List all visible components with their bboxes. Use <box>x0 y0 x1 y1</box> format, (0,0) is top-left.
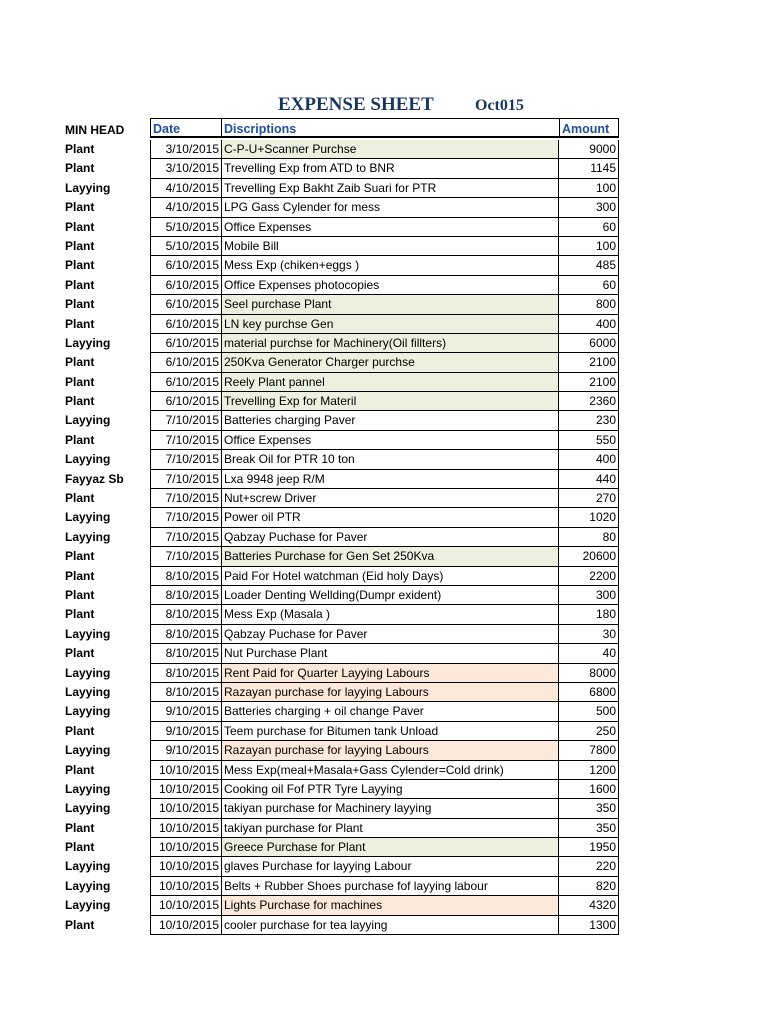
date-cell: 6/10/2015 <box>150 295 222 314</box>
description-cell: Batteries charging + oil change Paver <box>222 702 559 721</box>
min-head-cell: Layying <box>65 704 111 719</box>
date-cell: 6/10/2015 <box>150 315 222 334</box>
min-head-cell: Plant <box>65 161 95 176</box>
min-head-cell: Plant <box>65 607 95 622</box>
date-cell: 8/10/2015 <box>150 605 222 624</box>
table-row <box>0 508 768 527</box>
min-head-cell: Layying <box>65 510 111 525</box>
min-head-cell: Layying <box>65 180 111 195</box>
description-cell: Break Oil for PTR 10 ton <box>222 450 559 469</box>
amount-cell: 2200 <box>559 567 619 586</box>
table-row <box>0 315 768 334</box>
date-cell: 7/10/2015 <box>150 528 222 547</box>
date-cell: 10/10/2015 <box>150 896 222 915</box>
description-cell: Paid For Hotel watchman (Eid holy Days) <box>222 567 559 586</box>
min-head-cell: Layying <box>65 626 111 641</box>
description-cell: glaves Purchase for layying Labour <box>222 857 559 876</box>
min-head-cell: Plant <box>65 258 95 273</box>
description-cell: Mess Exp(meal+Masala+Gass Cylender=Cold drink) <box>222 761 559 780</box>
table-row <box>0 218 768 237</box>
date-cell: 6/10/2015 <box>150 334 222 353</box>
min-head-cell: Layying <box>65 878 111 893</box>
table-row <box>0 916 768 935</box>
date-cell: 10/10/2015 <box>150 877 222 896</box>
amount-cell: 20600 <box>559 547 619 566</box>
table-row <box>0 586 768 605</box>
min-head-cell: Plant <box>65 432 95 447</box>
table-row <box>0 159 768 178</box>
table-row <box>0 702 768 721</box>
min-head-cell: Plant <box>65 297 95 312</box>
table-row <box>0 353 768 372</box>
date-cell: 7/10/2015 <box>150 450 222 469</box>
description-cell: Cooking oil Fof PTR Tyre Layying <box>222 780 559 799</box>
description-cell: Lights Purchase for machines <box>222 896 559 915</box>
description-cell: takiyan purchase for Machinery layying <box>222 799 559 818</box>
description-cell: Seel purchase Plant <box>222 295 559 314</box>
amount-cell: 6000 <box>559 334 619 353</box>
description-cell: Reely Plant pannel <box>222 373 559 392</box>
description-cell: Rent Paid for Quarter Layying Labours <box>222 664 559 683</box>
table-row <box>0 276 768 295</box>
description-cell: Nut+screw Driver <box>222 489 559 508</box>
description-cell: Mobile Bill <box>222 237 559 256</box>
table-row <box>0 644 768 663</box>
table-row <box>0 295 768 314</box>
description-cell: Trevelling Exp Bakht Zaib Suari for PTR <box>222 179 559 198</box>
amount-cell: 1020 <box>559 508 619 527</box>
amount-cell: 60 <box>559 218 619 237</box>
date-cell: 10/10/2015 <box>150 857 222 876</box>
date-cell: 7/10/2015 <box>150 508 222 527</box>
table-row <box>0 857 768 876</box>
description-cell: Qabzay Puchase for Paver <box>222 625 559 644</box>
amount-cell: 2100 <box>559 373 619 392</box>
date-cell: 8/10/2015 <box>150 683 222 702</box>
min-head-cell: Layying <box>65 665 111 680</box>
date-cell: 7/10/2015 <box>150 431 222 450</box>
date-header: Date <box>150 118 222 138</box>
amount-cell: 250 <box>559 722 619 741</box>
min-head-cell: Plant <box>65 374 95 389</box>
amount-header: Amount <box>559 118 619 138</box>
table-row <box>0 392 768 411</box>
description-cell: Greece Purchase for Plant <box>222 838 559 857</box>
description-cell: Nut Purchase Plant <box>222 644 559 663</box>
amount-cell: 350 <box>559 819 619 838</box>
sheet-month: Oct015 <box>475 97 524 114</box>
table-row <box>0 838 768 857</box>
min-head-header: MIN HEAD <box>65 123 125 137</box>
description-cell: C-P-U+Scanner Purchse <box>222 140 559 159</box>
description-cell: Loader Denting Wellding(Dumpr exident) <box>222 586 559 605</box>
date-cell: 9/10/2015 <box>150 741 222 760</box>
description-cell: Lxa 9948 jeep R/M <box>222 470 559 489</box>
description-cell: Mess Exp (Masala ) <box>222 605 559 624</box>
date-cell: 3/10/2015 <box>150 159 222 178</box>
min-head-cell: Layying <box>65 801 111 816</box>
min-head-cell: Layying <box>65 529 111 544</box>
min-head-cell: Plant <box>65 723 95 738</box>
amount-cell: 500 <box>559 702 619 721</box>
description-cell: Mess Exp (chiken+eggs ) <box>222 256 559 275</box>
amount-cell: 40 <box>559 644 619 663</box>
date-cell: 10/10/2015 <box>150 916 222 935</box>
min-head-cell: Fayyaz Sb <box>65 471 124 486</box>
amount-cell: 4320 <box>559 896 619 915</box>
date-cell: 6/10/2015 <box>150 276 222 295</box>
amount-cell: 300 <box>559 198 619 217</box>
amount-cell: 100 <box>559 237 619 256</box>
description-cell: Batteries Purchase for Gen Set 250Kva <box>222 547 559 566</box>
table-row <box>0 722 768 741</box>
description-cell: Trevelling Exp from ATD to BNR <box>222 159 559 178</box>
description-cell: Office Expenses <box>222 218 559 237</box>
table-row <box>0 198 768 217</box>
date-cell: 6/10/2015 <box>150 373 222 392</box>
table-row <box>0 450 768 469</box>
description-cell: LPG Gass Cylender for mess <box>222 198 559 217</box>
amount-cell: 30 <box>559 625 619 644</box>
min-head-cell: Plant <box>65 917 95 932</box>
min-head-cell: Layying <box>65 898 111 913</box>
table-row <box>0 780 768 799</box>
amount-cell: 400 <box>559 450 619 469</box>
date-cell: 10/10/2015 <box>150 819 222 838</box>
amount-cell: 550 <box>559 431 619 450</box>
description-cell: Office Expenses photocopies <box>222 276 559 295</box>
date-cell: 7/10/2015 <box>150 489 222 508</box>
date-cell: 8/10/2015 <box>150 625 222 644</box>
amount-cell: 8000 <box>559 664 619 683</box>
description-cell: Razayan purchase for layying Labours <box>222 683 559 702</box>
amount-cell: 1200 <box>559 761 619 780</box>
min-head-cell: Plant <box>65 142 95 156</box>
description-cell: Office Expenses <box>222 431 559 450</box>
min-head-cell: Plant <box>65 646 95 661</box>
table-row <box>0 140 768 159</box>
table-row <box>0 179 768 198</box>
min-head-cell: Layying <box>65 335 111 350</box>
min-head-cell: Plant <box>65 277 95 292</box>
min-head-cell: Plant <box>65 316 95 331</box>
date-cell: 4/10/2015 <box>150 179 222 198</box>
table-row <box>0 431 768 450</box>
amount-cell: 7800 <box>559 741 619 760</box>
min-head-cell: Plant <box>65 491 95 506</box>
table-row <box>0 877 768 896</box>
min-head-cell: Plant <box>65 355 95 370</box>
date-cell: 10/10/2015 <box>150 838 222 857</box>
date-cell: 8/10/2015 <box>150 567 222 586</box>
description-cell: Batteries charging Paver <box>222 411 559 430</box>
date-cell: 3/10/2015 <box>150 140 222 159</box>
amount-cell: 400 <box>559 315 619 334</box>
table-row <box>0 683 768 702</box>
table-row <box>0 799 768 818</box>
date-cell: 10/10/2015 <box>150 799 222 818</box>
table-row <box>0 373 768 392</box>
min-head-cell: Layying <box>65 413 111 428</box>
amount-cell: 2100 <box>559 353 619 372</box>
table-row <box>0 489 768 508</box>
description-cell: Qabzay Puchase for Paver <box>222 528 559 547</box>
date-cell: 9/10/2015 <box>150 702 222 721</box>
date-cell: 6/10/2015 <box>150 353 222 372</box>
table-row <box>0 625 768 644</box>
description-cell: Trevelling Exp for Materil <box>222 392 559 411</box>
min-head-cell: Plant <box>65 549 95 564</box>
table-row <box>0 470 768 489</box>
table-row <box>0 761 768 780</box>
description-cell: LN key purchse Gen <box>222 315 559 334</box>
date-cell: 7/10/2015 <box>150 411 222 430</box>
amount-cell: 2360 <box>559 392 619 411</box>
date-cell: 7/10/2015 <box>150 470 222 489</box>
amount-cell: 270 <box>559 489 619 508</box>
min-head-cell: Layying <box>65 452 111 467</box>
min-head-cell: Plant <box>65 568 95 583</box>
description-cell: Teem purchase for Bitumen tank Unload <box>222 722 559 741</box>
amount-cell: 800 <box>559 295 619 314</box>
amount-cell: 350 <box>559 799 619 818</box>
min-head-cell: Plant <box>65 820 95 835</box>
amount-cell: 220 <box>559 857 619 876</box>
table-row <box>0 741 768 760</box>
min-head-cell: Layying <box>65 859 111 874</box>
amount-cell: 180 <box>559 605 619 624</box>
table-row <box>0 528 768 547</box>
table-row <box>0 567 768 586</box>
min-head-cell: Plant <box>65 219 95 234</box>
description-cell: takiyan purchase for Plant <box>222 819 559 838</box>
amount-cell: 1300 <box>559 916 619 935</box>
table-header-row <box>0 118 768 140</box>
sheet-title: EXPENSE SHEET <box>278 94 434 115</box>
date-cell: 10/10/2015 <box>150 780 222 799</box>
description-cell: 250Kva Generator Charger purchse <box>222 353 559 372</box>
amount-cell: 820 <box>559 877 619 896</box>
table-row <box>0 547 768 566</box>
date-cell: 9/10/2015 <box>150 722 222 741</box>
descriptions-header: Discriptions <box>221 118 560 138</box>
table-row <box>0 334 768 353</box>
amount-cell: 1145 <box>559 159 619 178</box>
min-head-cell: Plant <box>65 200 95 215</box>
date-cell: 7/10/2015 <box>150 547 222 566</box>
table-row <box>0 819 768 838</box>
min-head-cell: Layying <box>65 684 111 699</box>
table-row <box>0 896 768 915</box>
amount-cell: 440 <box>559 470 619 489</box>
date-cell: 4/10/2015 <box>150 198 222 217</box>
date-cell: 8/10/2015 <box>150 664 222 683</box>
min-head-cell: Plant <box>65 394 95 409</box>
amount-cell: 1600 <box>559 780 619 799</box>
description-cell: Razayan purchase for layying Labours <box>222 741 559 760</box>
expense-table-body <box>0 140 768 935</box>
description-cell: cooler purchase for tea layying <box>222 916 559 935</box>
min-head-cell: Layying <box>65 781 111 796</box>
amount-cell: 100 <box>559 179 619 198</box>
amount-cell: 6800 <box>559 683 619 702</box>
amount-cell: 485 <box>559 256 619 275</box>
date-cell: 5/10/2015 <box>150 237 222 256</box>
description-cell: Belts + Rubber Shoes purchase fof layying labour <box>222 877 559 896</box>
date-cell: 6/10/2015 <box>150 256 222 275</box>
date-cell: 10/10/2015 <box>150 761 222 780</box>
min-head-cell: Layying <box>65 743 111 758</box>
date-cell: 6/10/2015 <box>150 392 222 411</box>
amount-cell: 9000 <box>559 140 619 159</box>
date-cell: 5/10/2015 <box>150 218 222 237</box>
amount-cell: 300 <box>559 586 619 605</box>
table-row <box>0 664 768 683</box>
table-row <box>0 256 768 275</box>
table-row <box>0 237 768 256</box>
description-cell: material purchse for Machinery(Oil fillters) <box>222 334 559 353</box>
date-cell: 8/10/2015 <box>150 644 222 663</box>
amount-cell: 60 <box>559 276 619 295</box>
amount-cell: 80 <box>559 528 619 547</box>
table-row <box>0 411 768 430</box>
min-head-cell: Plant <box>65 587 95 602</box>
min-head-cell: Plant <box>65 238 95 253</box>
min-head-cell: Plant <box>65 762 95 777</box>
description-cell: Power oil PTR <box>222 508 559 527</box>
amount-cell: 1950 <box>559 838 619 857</box>
amount-cell: 230 <box>559 411 619 430</box>
table-row <box>0 605 768 624</box>
date-cell: 8/10/2015 <box>150 586 222 605</box>
min-head-cell: Plant <box>65 840 95 855</box>
